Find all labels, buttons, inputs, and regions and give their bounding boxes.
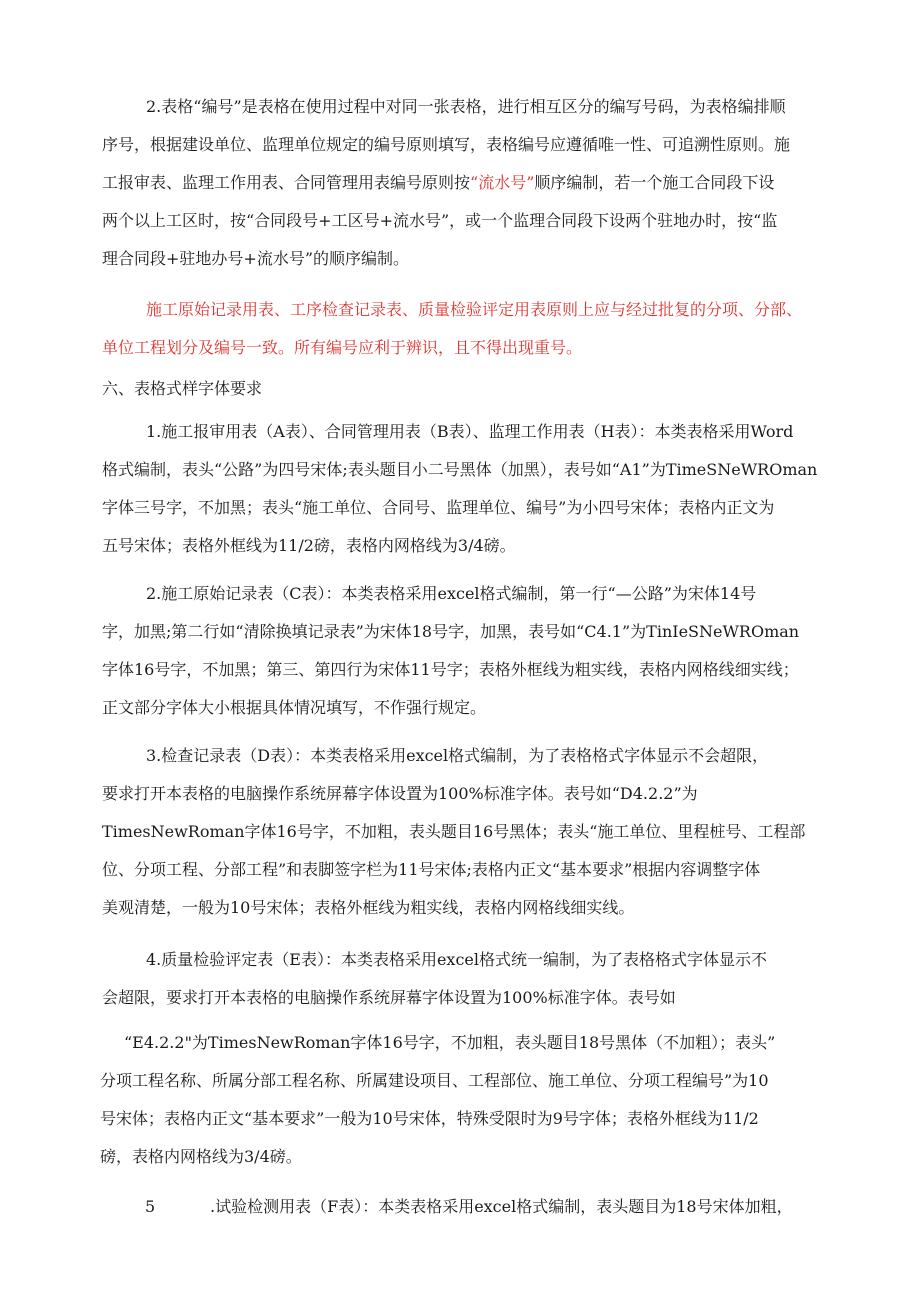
text-line: 美观清楚，一般为10号宋体；表格外框线为粗实线，表格内网格线细实线。	[102, 898, 635, 917]
text-line: “E4.2.2"为TimesNewRoman字体16号字，不加粗，表头题目18号黑体（不加粗）；表头”	[124, 1033, 776, 1052]
text-line: 单位工程划分及编号一致。所有编号应利于辨识，且不得出现重号。	[102, 338, 583, 357]
text-line: 施工原始记录用表、工序检查记录表、质量检验评定用表原则上应与经过批复的分项、分部、	[146, 300, 803, 319]
paragraph-item-4	[102, 941, 847, 1017]
text-segment: 工报审表、监理工作用表、合同管理用表编号原则按	[102, 173, 471, 192]
text-line: 序号，根据建设单位、监理单位规定的编号原则填写，表格编号应遵循唯一性、可追溯性原则。施	[102, 135, 791, 154]
text-line: 字，加黑;第二行如“清除换填记录表”为宋体18号字，加黑，表号如“C4.1”为TinIeSNeWROman	[102, 622, 800, 641]
text-line: TimesNewRoman字体16号字，不加粗，表头题目16号黑体；表头“施工单位、里程桩号、工程部	[102, 822, 806, 841]
text-line: 2.表格“编号”是表格在使用过程中对同一张表格，进行相互区分的编写号码，为表格编排顺	[146, 97, 786, 116]
text-line: 会超限，要求打开本表格的电脑操作系统屏幕字体设置为100%标准字体。表号如	[102, 988, 676, 1007]
text-line: 字体16号字，不加黑；第三、第四行为宋体11号字；表格外框线为粗实线，表格内网格线细实线；	[102, 660, 799, 679]
section-heading: 六、表格式样字体要求	[102, 379, 263, 398]
text-line: 位、分项工程、分部工程”和表脚签字栏为11号宋体;表格内正文“基本要求”根据内容调整字体	[102, 860, 761, 879]
paragraph-item-2	[102, 575, 847, 727]
paragraph-numbering-rules	[102, 88, 842, 278]
text-line: 正文部分字体大小根据具体情况填写，不作强行规定。	[102, 698, 487, 717]
text-line	[102, 164, 842, 202]
text-segment: 顺序编制，若一个施工合同段下设	[534, 173, 775, 192]
text-line: 两个以上工区时，按“合同段号+工区号+流水号”，或一个监理合同段下设两个驻地办时，按“监	[102, 211, 778, 230]
text-line: 磅，表格内网格线为3/4磅。	[100, 1147, 302, 1166]
text-line: 号宋体；表格内正文“基本要求”一般为10号宋体，特殊受限时为9号字体；表格外框线为11/2	[100, 1109, 759, 1128]
paragraph-item-4-continued	[100, 1024, 845, 1176]
text-line: 理合同段+驻地办号+流水号”的顺序编制。	[102, 249, 409, 268]
text-line: 3.检查记录表（D表）：本类表格采用excel格式编制，为了表格格式字体显示不会超限，	[146, 746, 769, 765]
paragraph-item-3	[102, 737, 847, 927]
text-line: 1.施工报审用表（A表）、合同管理用表（B表）、监理工作用表（H表）：本类表格采用Word	[146, 422, 794, 441]
text-line: 要求打开本表格的电脑操作系统屏幕字体设置为100%标准字体。表号如“D4.2.2”为	[102, 784, 698, 803]
text-line: 格式编制，表头“公路”为四号宋体;表头题目小二号黑体（加黑），表号如“A1”为TimeSNeWROman	[102, 460, 818, 479]
text-line: 字体三号字，不加黑；表头“施工单位、合同号、监理单位、编号”为小四号宋体；表格内正文为	[102, 498, 775, 517]
paragraph-red-rule	[102, 291, 862, 367]
item-5-number: 5	[145, 1197, 156, 1216]
highlight-serial-number: “流水号”	[470, 173, 535, 192]
item-5-text: .试验检测用表（F表）：本类表格采用excel格式编制，表头题目为18号宋体加粗，	[210, 1197, 793, 1216]
text-line: 分项工程名称、所属分部工程名称、所属建设项目、工程部位、施工单位、分项工程编号”为10	[100, 1071, 769, 1090]
text-line: 4.质量检验评定表（E表）：本类表格采用excel格式统一编制，为了表格格式字体显示不	[146, 950, 767, 969]
text-line: 2.施工原始记录表（C表）：本类表格采用excel格式编制，第一行“—公路”为宋体14号	[146, 584, 757, 603]
paragraph-item-1	[102, 413, 842, 565]
text-line: 五号宋体；表格外框线为11/2磅，表格内网格线为3/4磅。	[102, 536, 516, 555]
